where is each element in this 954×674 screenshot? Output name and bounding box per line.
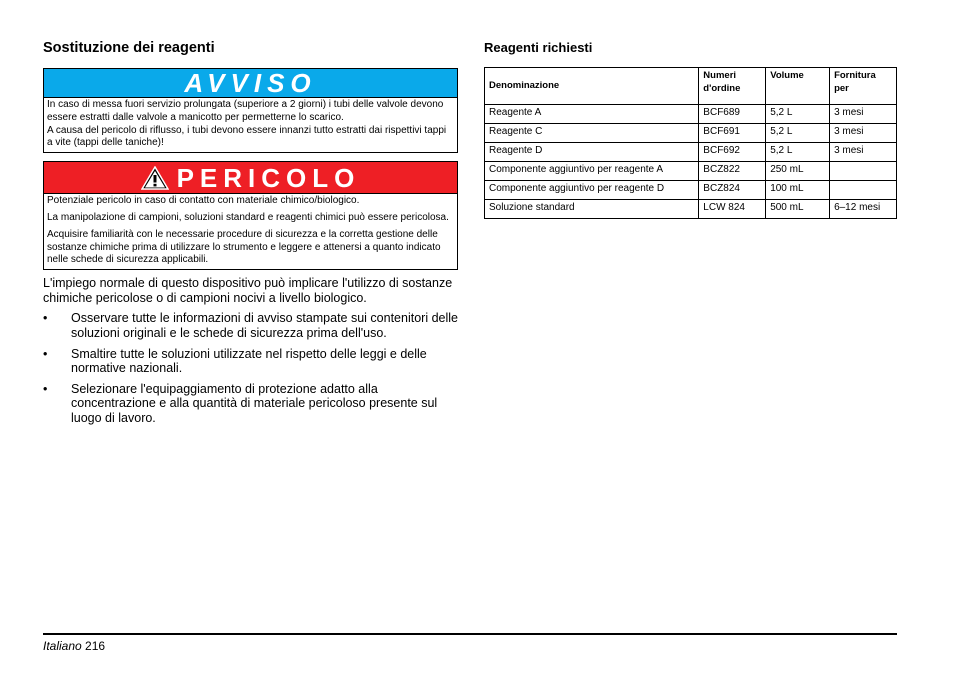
page-footer (43, 639, 105, 653)
notice-pericolo-body (44, 194, 457, 269)
table-cell: Componente aggiuntivo per reagente A (485, 162, 699, 181)
footer-divider (43, 633, 897, 635)
table-cell: 3 mesi (830, 105, 897, 124)
notice-avviso-body (44, 98, 457, 152)
table-cell: BCF692 (699, 143, 766, 162)
table-cell: 100 mL (766, 181, 830, 200)
list-item (43, 347, 458, 376)
column-header: Numeri d'ordine (699, 68, 766, 105)
notice-pericolo-paragraph: Acquisire familiarità con le necessarie procedure di sicurezza e la corretta gestione delle sostanze chimiche prima di utilizzare lo strumento e leggere e attenersi a quanto indicato nelle schede di sicurezza applicabili. (47, 228, 441, 266)
list-item-text: Osservare tutte le informazioni di avviso stampate sui contenitori delle soluzioni originali e le schede di sicurezza prima dell'uso. (71, 311, 458, 340)
left-column (43, 38, 458, 432)
safety-bullet-list (43, 311, 458, 425)
table-cell: 5,2 L (766, 124, 830, 143)
table-row (485, 181, 897, 200)
table-cell: Soluzione standard (485, 200, 699, 219)
notice-avviso-line: A causa del pericolo di riflusso, i tubi devono essere innanzi tutto estratti dai rispettivi tappi a vite (tappi delle taniche)! (47, 124, 447, 149)
column-header: Fornitura per (830, 68, 897, 105)
table-row (485, 162, 897, 181)
reagents-table (484, 67, 897, 219)
table-cell (830, 162, 897, 181)
table-cell: BCF689 (699, 105, 766, 124)
right-column (484, 38, 897, 219)
table-cell: BCZ822 (699, 162, 766, 181)
table-cell: BCF691 (699, 124, 766, 143)
column-header: Volume (766, 68, 830, 105)
warning-triangle-icon (141, 166, 169, 190)
list-item-text: Smaltire tutte le soluzioni utilizzate nel rispetto delle leggi e delle normative nazionali. (71, 346, 427, 376)
table-cell: 6–12 mesi (830, 200, 897, 219)
table-cell: 5,2 L (766, 105, 830, 124)
table-row (485, 124, 897, 143)
bullet-marker: • (43, 381, 48, 396)
list-item (43, 311, 458, 340)
bullet-marker: • (43, 311, 48, 326)
table-cell: 5,2 L (766, 143, 830, 162)
notice-avviso (43, 68, 458, 153)
table-row (485, 105, 897, 124)
section-title-required-reagents: Reagenti richiesti (484, 40, 593, 55)
table-cell: BCZ824 (699, 181, 766, 200)
notice-pericolo-header (44, 162, 457, 194)
table-cell: 500 mL (766, 200, 830, 219)
column-header: Denominazione (485, 68, 699, 105)
notice-avviso-header (44, 69, 457, 98)
notice-pericolo-title: PERICOLO (176, 162, 361, 193)
section-title-reagent-replacement: Sostituzione dei reagenti (43, 40, 215, 56)
bullet-marker: • (43, 346, 48, 361)
notice-avviso-title: AVVISO (184, 68, 317, 98)
table-cell: 250 mL (766, 162, 830, 181)
table-cell: 3 mesi (830, 143, 897, 162)
table-row (485, 143, 897, 162)
notice-pericolo-paragraph: La manipolazione di campioni, soluzioni standard e reagenti chimici può essere pericolosa. (47, 211, 449, 223)
table-cell: Reagente A (485, 105, 699, 124)
table-cell: LCW 824 (699, 200, 766, 219)
table-cell: 3 mesi (830, 124, 897, 143)
table-cell: Reagente D (485, 143, 699, 162)
table-header-row (485, 68, 897, 105)
footer-language: Italiano (43, 639, 82, 653)
notice-pericolo (43, 161, 458, 270)
list-item (43, 382, 458, 426)
intro-paragraph: L'impiego normale di questo dispositivo può implicare l'utilizzo di sostanze chimiche pericolose o di campioni nocivi a livello biologico. (43, 276, 453, 305)
table-row (485, 200, 897, 219)
table-cell: Reagente C (485, 124, 699, 143)
table-cell: Componente aggiuntivo per reagente D (485, 181, 699, 200)
notice-avviso-line: In caso di messa fuori servizio prolungata (superiore a 2 giorni) i tubi delle valvole devono essere estratti dalle valvole a manicotto per permetterne lo scarico. (47, 99, 444, 123)
list-item-text: Selezionare l'equipaggiamento di protezione adatto alla concentrazione e alla quantità di materiale pericoloso presente sul luogo di lavoro. (71, 381, 438, 425)
footer-page-number: 216 (85, 639, 106, 653)
notice-pericolo-paragraph: Potenziale pericolo in caso di contatto con materiale chimico/biologico. (47, 195, 360, 207)
table-cell (830, 181, 897, 200)
